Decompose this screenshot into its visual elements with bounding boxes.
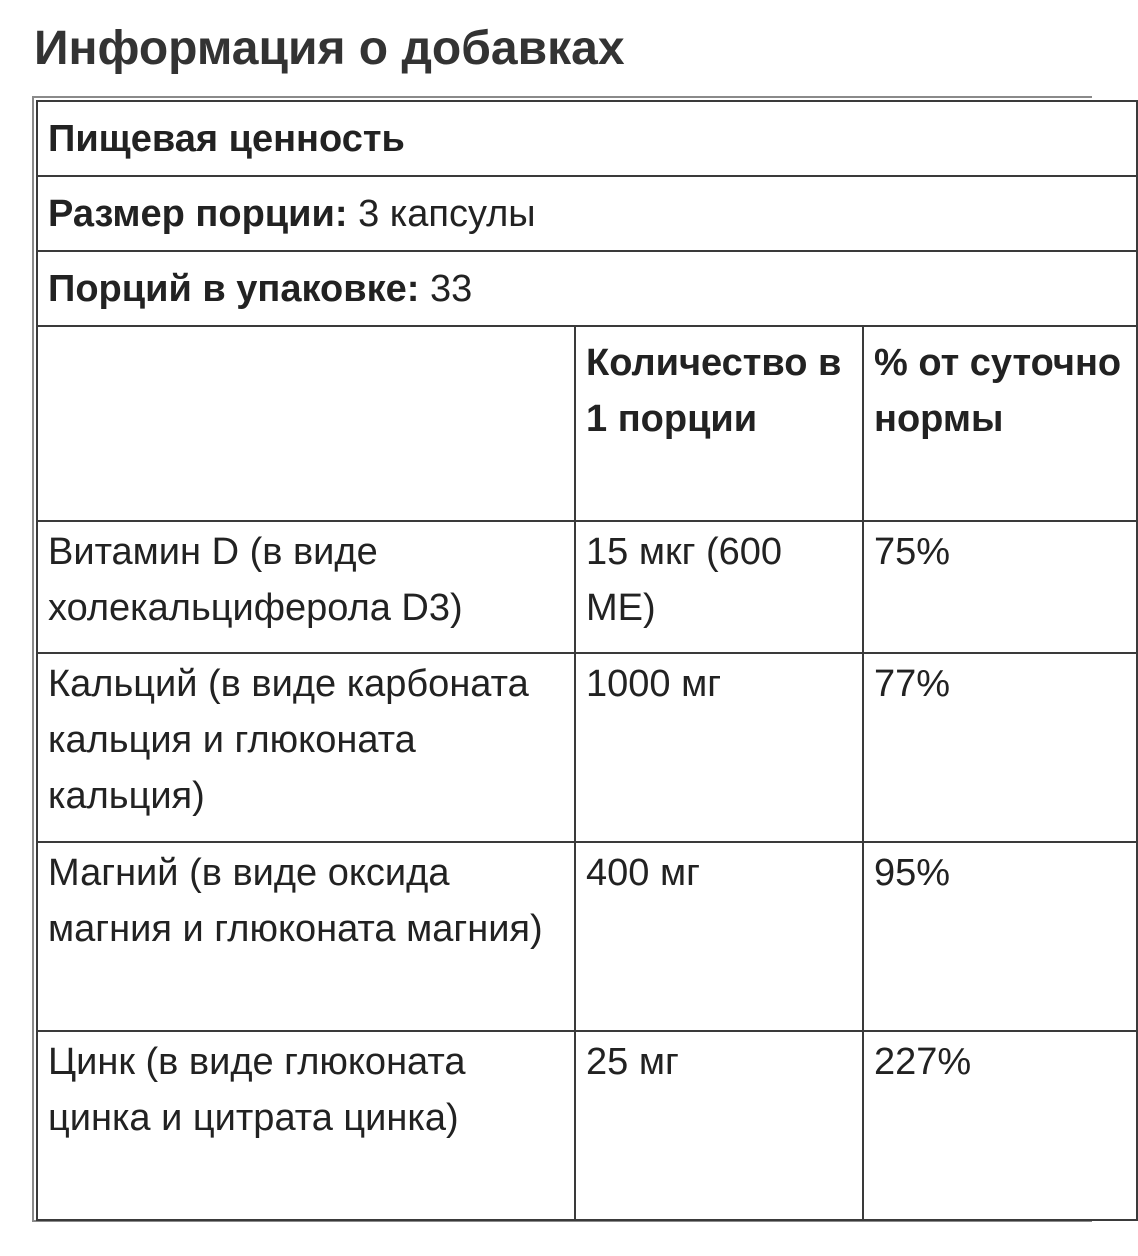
section-title-row — [37, 101, 1137, 176]
supplement-facts-panel — [32, 96, 1122, 1222]
nutrient-amount: 400 мг — [575, 842, 863, 1031]
nutrient-name: Витамин D (в виде холекальциферола D3) — [37, 521, 575, 653]
page-title: Информация о добавках — [34, 22, 625, 75]
table-row — [37, 1031, 1137, 1220]
column-header-row — [37, 326, 1137, 521]
table-row — [37, 521, 1137, 653]
table-row — [37, 842, 1137, 1031]
nutrient-name: Цинк (в виде глюконата цинка и цитрата цинка) — [37, 1031, 575, 1220]
serving-size-label: Размер порции: — [48, 192, 348, 235]
servings-per-container-row — [37, 251, 1137, 326]
amount-column-header: Количество в 1 порции — [575, 326, 863, 521]
table-row — [37, 653, 1137, 842]
nutrient-daily-value: 75% — [863, 521, 1137, 653]
serving-size-value: 3 капсулы — [358, 192, 536, 235]
nutrient-column-header — [37, 326, 575, 521]
daily-value-column-header: % от суточно нормы — [863, 326, 1137, 521]
servings-per-container-value: 33 — [429, 267, 473, 310]
nutrient-name: Магний (в виде оксида магния и глюконата магния) — [37, 842, 575, 1031]
nutrient-name: Кальций (в виде карбоната кальция и глюконата кальция) — [37, 653, 575, 842]
nutrient-amount: 15 мкг (600 МЕ) — [575, 521, 863, 653]
nutrient-daily-value: 227% — [863, 1031, 1137, 1220]
supplement-facts-table — [36, 100, 1138, 1221]
nutrient-daily-value: 95% — [863, 842, 1137, 1031]
serving-size-row — [37, 176, 1137, 251]
nutrient-amount: 25 мг — [575, 1031, 863, 1220]
nutrient-amount: 1000 мг — [575, 653, 863, 842]
nutrient-daily-value: 77% — [863, 653, 1137, 842]
section-title: Пищевая ценность — [37, 101, 1137, 176]
servings-per-container-label: Порций в упаковке: — [48, 267, 420, 310]
